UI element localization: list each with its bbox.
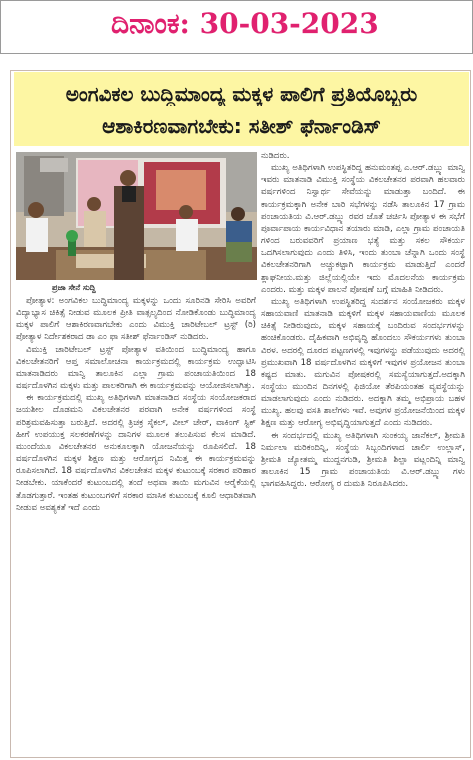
headline-line-1: ಅಂಗವಿಕಲ ಬುದ್ಧಿಮಾಂದ್ಯ ಮಕ್ಕಳ ಪಾಲಿಗೆ ಪ್ರತಿಯೊಬ್ಬರು <box>65 82 418 106</box>
left-column <box>16 295 256 750</box>
paragraph: ಮುಖ್ಯ ಅತಿಥಿಗಳಾಗಿ ಉಪಸ್ಥಿತರಿದ್ದ ಹನುಮಂತಪ್ಪ ಎ.ಆರ್.ಡಬ್ಲ್ಯು ಮಾನ್ವಿ ಇವರು ಮಾತನಾಡಿ ವಿಮುಕ್ತಿ ಸಂಸ್ಥೆಯ ವಿಕಲಚೇತನರ ಪರವಾಗಿ ಹಲವಾರು ವರ್ಷಗಳಿಂದ ನಿಸ್ವಾರ್ಥ ಸೇವೆಯನ್ನು ಮಾಡುತ್ತಾ ಬಂದಿದೆ. ಈ ಕಾರ್ಯಕ್ರಮಕ್ಕಾಗಿ ಅನೇಕ ಬಾರಿ ಸಭೆಗಳನ್ನು ನಡೆಸಿ ತಾಲೂಕಿನ 17 ಗ್ರಾಮ ಪಂಚಾಯತಿಯ ವಿ.ಆರ್.ಡಬ್ಲ್ಯು ರವರ ಜೊತೆ ಚರ್ಚಿಸಿ ಪೋತ್ಯಾಳ ಈ ಸಭೆಗೆ ಪೂರ್ವಾಪಾಯ ಕಾರ್ಯವಿಧಾನ ತಯಾರು ಮಾಡಿ, ಎಲ್ಲಾ ಗ್ರಾಮ ಪಂಚಾಯತಿ ಗಳಿಂದ ಬರುವವರಿಗೆ ಪ್ರಯಾಣ ಭತ್ಯೆ ಮತ್ತು ಸಕಲ ಸೌಕರ್ಯ ಒದಗಿಸಲಾಗುವುದು ಎಂದು ತಿಳಿಸಿ, ಇಂದು ತುಂಬಾ ಚೆನ್ನಾಗಿ ಒಂದು ಸಂಸ್ಥೆ ವಿಕಲಚೇತನರಿಗಾಗಿ ಅಚ್ಚುಕಟ್ಟಾಗಿ ಕಾರ್ಯಕ್ರಮ ಮಾಡುತ್ತಿದೆ ಎಂದರೆ ಶ್ಲಾಘನೀಯ.ಮತ್ತು ಜಿಲ್ಲೆಯಲ್ಲಿಯೇ ಇದು ಮೊದಲನೆಯ ಕಾರ್ಯಕ್ರಮ ಎಂದರು. ಮತ್ತು ಮಕ್ಕಳ ಪಾಲನೆ ಪೋಷಣೆ ಬಗ್ಗೆ ಮಾಹಿತಿ ನೀಡಿದರು. <box>261 163 465 295</box>
headline-band <box>14 72 469 146</box>
paragraph: ಮುಖ್ಯ ಅತಿಥಿಗಳಾಗಿ ಉಪಸ್ಥಿತರಿದ್ದ ಸುದರ್ಶನ ಸಂಯೋಜಕರು ಮಕ್ಕಳ ಸಹಾಯವಾಣಿ ಮಾತನಾಡಿ ಮಕ್ಕಳಿಗೆ ಮಕ್ಕಳ ಸಹಾಯವಾಣಿಯ ಮೂಲಕ ಚಿಕಿತ್ಸೆ ನೀಡಿರುವುದು, ಮಕ್ಕಳ ಸಹಾಯಕ್ಕೆ ಬಂದಿರುವ ಸಂದರ್ಭಗಳನ್ನು ಹಂಚಿಕೊಂಡರು. ದೈಹಿಕವಾಗಿ ಅಭಿವೃದ್ಧಿ ಹೊಂದಲು ಸೌಕರ್ಯಗಳು ತುಂಬಾ ವಿರಳ. ಅದರಲ್ಲಿ ದೂರದ ಪಟ್ಟಣಗಳಲ್ಲಿ ಇವುಗಳನ್ನು ಪಡೆಯುವುದು ಅದರಲ್ಲಿ ಪ್ರಮುಖವಾಗಿ 18 ವರ್ಷದೊಳಗಿನ ಮಕ್ಕಳಿಗೆ ಇವುಗಳ ಪ್ರಯೋಜನ ತುಂಬಾ ಕಷ್ಟದ ಮಾತು. ಮಗುವಿನ ಪೋಷಕರಲ್ಲಿ ಸಮಸ್ಯೆಯಾಗುತ್ತದೆ.ಅದಕ್ಕಾಗಿ ಸಂಸ್ಥೆಯು ಮುಂದಿನ ದಿನಗಳಲ್ಲಿ ಫಿಜಿಯೋ ತೆರಪಿಯಂತಹ ವ್ಯವಸ್ಥೆಯನ್ನು ಮಾಡಲಾಗುವುದು ಎಂದು ನುಡಿದರು. ಅದಕ್ಕಾಗಿ ತಮ್ಮ ಅಭಿಪ್ರಾಯ ಬಹಳ ಮುಖ್ಯ. ಹಲವು ವಸತಿ ಶಾಲೆಗಳು ಇವೆ. ಅವುಗಳ ಪ್ರಯೋಜನೆಯಿಂದ ಮಕ್ಕಳ ಶಿಕ್ಷಣ ಮತ್ತು ಆರೋಗ್ಯ ಅಭಿವೃದ್ಧಿಯಾಗುತ್ತದೆ ಎಂದು ನುಡಿದರು. <box>261 296 465 429</box>
photo-caption: ಪ್ರಜಾ ಸೇನೆ ಸುದ್ದಿ <box>52 283 96 292</box>
headline-line-2: ಆಶಾಕಿರಣವಾಗಬೇಕು: ಸತೀಶ್ ಫೆರ್ನಾಂಡಿಸ್ <box>102 114 381 138</box>
paragraph: ಈ ಸಂದರ್ಭದಲ್ಲಿ ಮುಖ್ಯ ಅತಿಥಿಗಳಾಗಿ ಸುಂಕಯ್ಯ ಜಾನೆಕಲ್, ಶ್ರೀಮತಿ ನಿರ್ಮಲಾ ಮರಿಕಂದಿನ್ನಿ, ಸಂಸ್ಥೆಯ ಸಿಬ್ಬಂದಿಗಳಾದ ಚಾರ್ಲಿ ಉಲ್ಲಾಸ್, ಶ್ರೀಮತಿ ಜ್ಯೋತಮ್ಮ ಮುದ್ದನಗುಡಿ, ಶ್ರೀಮತಿ ಶಿಲ್ಪಾ ವಟ್ಲಂದಿನ್ನಿ ಮಾನ್ವಿ ತಾಲೂಕಿನ 15 ಗ್ರಾಮ ಪಂಚಾಯತಿಯ ವಿ.ಆರ್.ಡಬ್ಲ್ಯು ಗಳು ಭಾಗವಹಿಸಿದ್ದರು. ಆರೋಗ್ಯ ರ ದುಮತಿ ನಿರೂಪಿಸಿದರು. <box>261 430 465 490</box>
paragraph: ನುಡಿದರು. <box>261 151 290 161</box>
event-photo-illustration <box>16 152 257 280</box>
right-column <box>261 150 465 755</box>
event-photo <box>16 152 257 280</box>
paragraph: ವಿಮುಕ್ತಿ ಚಾರಿಟೇಬಲ್ ಟ್ರಸ್ಟ್ ಪೋತ್ಯಾಳ ವತಿಯಿಂದ ಬುದ್ಧಿಮಾಂದ್ಯ ಹಾಗೂ ವಿಕಲಚೇತನರಿಗೆ ಆಪ್ತ ಸಮಾಲೋಚನಾ ಕಾರ್ಯಕ್ರಮದಲ್ಲಿ ಕಾರ್ಯಕ್ರಮ ಉದ್ಘಾಟಿಸಿ ಮಾತನಾಡಿದರು ಮಾನ್ವಿ ತಾಲೂಕಿನ ಎಲ್ಲಾ ಗ್ರಾಮ ಪಂಚಾಯತಿಯಿಂದ 18 ವರ್ಷದೊಳಗಿನ ಮಕ್ಕಳು ಮತ್ತು ಪಾಲಕರಿಗಾಗಿ ಈ ಕಾರ್ಯಕ್ರಮವನ್ನು ಆಯೋಜಿಸಲಾಗಿತ್ತು. <box>16 344 256 392</box>
paragraph: ಪೋತ್ಯಾಳ: ಅಂಗವಿಕಲ ಬುದ್ಧಿಮಾಂದ್ಯ ಮಕ್ಕಳನ್ನು ಒಂದು ಸೂರಿನಡಿ ಸೇರಿಸಿ ಅವರಿಗೆ ವಿದ್ಯಾಭ್ಯಾಸ ಚಿಕಿತ್ಸೆ ನೀಡುವ ಮೂಲಕ ಪ್ರೀತಿ ವಾತ್ಸಲ್ಯದಿಂದ ನೋಡಿಕೊಂಡು ಬುದ್ಧಿಮಾಂದ್ಯ ಮಕ್ಕಳ ಪಾಲಿಗೆ ಆಶಾಕಿರಣವಾಗಬೇಕು ಎಂದು ವಿಮುಕ್ತಿ ಚಾರಿಟೇಬಲ್ ಟ್ರಸ್ಟ್ (ರಿ) ಪೋತ್ಯಾಳ ನಿರ್ದೇಶಕರಾದ ಡಾ ಎಂ ಫಾ ಸತೀಶ್ ಫೆರ್ನಾಂಡಿಸ್ ನುಡಿದರು. <box>16 296 256 343</box>
paragraph: ಈ ಕಾರ್ಯಕ್ರಮದಲ್ಲಿ ಮುಖ್ಯ ಅತಿಥಿಗಳಾಗಿ ಮಾತನಾಡಿದ ಸಂಸ್ಥೆಯ ಸಂಯೋಜಕರಾದ ಜಯಶೀಲ ದೊಡಮನಿ ವಿಕಲಚೇತನರ ಪರವಾಗಿ ಅನೇಕ ವರ್ಷಗಳಿಂದ ಸಂಸ್ಥೆ ಪರಿಶ್ರಮವಹಿಸುತ್ತಾ ಬರುತ್ತಿದೆ. ಅದರಲ್ಲಿ ತ್ರಿಚಕ್ರ ಸೈಕಲ್, ವೀಲ್ ಚೇರ್, ವಾಕಿಂಗ್ ಸ್ಟಿಕ್ ಹೀಗೆ ಉಪಯುಕ್ತ ಸಲಕರಣೆಗಳನ್ನು ದಾನಿಗಳ ಮೂಲಕ ತಲುಪಿಸುವ ಕೆಲಸ ಮಾಡಿದೆ. ಮುಂದೆಯೂ ವಿಕಲಚೇತನರ ಅನುಕೂಲಕ್ಕಾಗಿ ಯೋಜನೆಯನ್ನು ರೂಪಿಸಲಿದೆ. 18 ವರ್ಷದೊಳಗಿನ ಮಕ್ಕಳ ಶಿಕ್ಷಣ ಮತ್ತು ಆರೋಗ್ಯದ ನಿಮಿತ್ತ ಈ ಕಾರ್ಯಕ್ರಮವನ್ನು ರೂಪಿಸಲಾಗಿದೆ. 18 ವರ್ಷದೊಳಗಿನ ವಿಕಲಚೇತನ ಮಕ್ಕಳ ಕುಟುಂಬಕ್ಕೆ ಸರಕಾರ ಪರಿಹಾರ ನೀಡಬೇಕು. ಯಾಕೆಂದರೆ ಕುಟುಂಬದಲ್ಲಿ ತಂದೆ ಅಥವಾ ತಾಯಿ ಮಗುವಿನ ಆರೈಕೆಯಲ್ಲಿ ತೊಡಗುತ್ತಾರೆ. ಇಂತಹ ಕುಟುಂಬಗಳಿಗೆ ಸರಕಾರ ಮಾಸಿಕ ಕುಟುಂಬಕ್ಕೆ ಕೂಲಿ ಆಧಾರಿತವಾಗಿ ನೀಡುವ ಅವಶ್ಯಕತೆ ಇದೆ ಎಂದು <box>16 393 256 513</box>
date-text: ದಿನಾಂಕ: 30-03-2023 <box>111 7 379 40</box>
date-banner <box>0 0 473 54</box>
